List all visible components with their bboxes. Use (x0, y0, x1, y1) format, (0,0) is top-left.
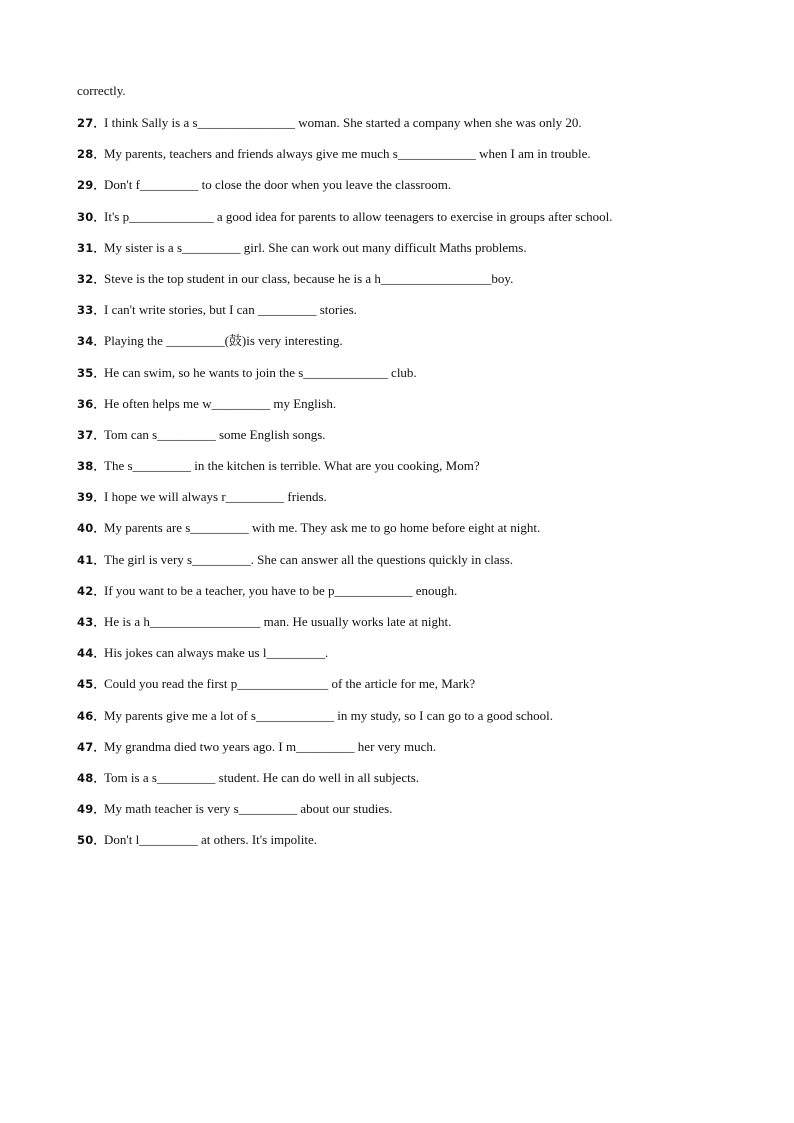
question-item (77, 582, 777, 613)
question-item (77, 738, 777, 769)
question-text: He often helps me w_________ my English. (104, 395, 337, 411)
question-item (77, 176, 777, 207)
question-item (77, 395, 777, 426)
question-number: 46． (77, 708, 106, 723)
question-text: My grandma died two years ago. I m_________ her very much. (104, 738, 437, 754)
question-item (77, 800, 777, 831)
question-text: My parents are s_________ with me. They ask me to go home before eight at night. (104, 520, 541, 536)
question-text: My parents, teachers and friends always give me much s____________ when I am in trouble. (104, 146, 591, 162)
question-item (77, 426, 777, 457)
question-number: 30． (77, 209, 106, 224)
question-item (77, 364, 777, 395)
question-text: Tom can s_________ some English songs. (104, 426, 326, 442)
question-text: Tom is a s_________ student. He can do well in all subjects. (104, 769, 420, 785)
question-number: 50． (77, 833, 106, 848)
question-text: Could you read the first p______________ of the article for me, Mark? (104, 676, 476, 692)
question-item (77, 208, 777, 239)
question-item (77, 488, 777, 519)
question-item (77, 613, 777, 644)
question-text: My parents give me a lot of s____________ in my study, so I can go to a good school. (104, 707, 554, 723)
question-number: 33． (77, 303, 106, 318)
question-text: Steve is the top student in our class, because he is a h_________________boy. (104, 270, 514, 286)
question-number: 41． (77, 552, 106, 567)
question-number: 28． (77, 147, 106, 162)
question-number: 45． (77, 677, 106, 692)
question-item (77, 145, 777, 176)
question-number: 49． (77, 802, 106, 817)
question-text: He can swim, so he wants to join the s_____________ club. (104, 364, 417, 380)
question-text: Playing the _________(鼓)is very interesting. (104, 333, 343, 349)
continuation-text: correctly. (77, 83, 126, 98)
question-text: He is a h_________________ man. He usually works late at night. (104, 614, 452, 629)
question-number: 29． (77, 178, 106, 193)
question-item (77, 239, 777, 270)
question-text: If you want to be a teacher, you have to be p____________ enough. (104, 582, 458, 598)
question-text: The s_________ in the kitchen is terrible. What are you cooking, Mom? (104, 458, 480, 474)
question-number: 37． (77, 427, 106, 442)
question-item (77, 301, 777, 332)
question-item (77, 270, 777, 301)
question-number: 36． (77, 396, 106, 411)
question-number: 40． (77, 521, 106, 536)
question-number: 48． (77, 770, 106, 785)
question-text: It's p_____________ a good idea for parents to allow teenagers to exercise in groups after school. (104, 208, 613, 224)
question-item (77, 332, 777, 363)
question-number: 34． (77, 334, 106, 349)
question-number: 38． (77, 459, 106, 474)
question-text: Don't f_________ to close the door when you leave the classroom. (104, 177, 452, 193)
question-number: 47． (77, 739, 106, 754)
question-text: Don't l_________ at others. It's impolite. (104, 832, 318, 848)
question-text: My sister is a s_________ girl. She can work out many difficult Maths problems. (104, 239, 527, 255)
question-item (77, 114, 777, 145)
question-number: 44． (77, 646, 106, 661)
question-text: I can't write stories, but I can _________ stories. (104, 302, 357, 318)
question-text: I think Sally is a s_______________ woman. She started a company when she was only 20. (104, 115, 582, 130)
question-item (77, 831, 777, 862)
question-number: 39． (77, 490, 106, 505)
question-text: I hope we will always r_________ friends. (104, 489, 327, 505)
question-number: 32． (77, 271, 106, 286)
question-text: The girl is very s_________. She can answer all the questions quickly in class. (104, 551, 514, 567)
question-item (77, 551, 777, 582)
question-number: 31． (77, 240, 106, 255)
question-text: His jokes can always make us l_________. (104, 645, 329, 661)
question-item (77, 707, 777, 738)
question-item (77, 519, 777, 550)
question-item (77, 675, 777, 706)
question-item (77, 457, 777, 488)
question-number: 35． (77, 365, 106, 380)
question-list (77, 114, 777, 863)
question-text: My math teacher is very s_________ about our studies. (104, 801, 393, 817)
question-number: 43． (77, 615, 106, 629)
question-item (77, 769, 777, 800)
question-number: 27． (77, 116, 106, 130)
question-item (77, 644, 777, 675)
question-number: 42． (77, 583, 106, 598)
